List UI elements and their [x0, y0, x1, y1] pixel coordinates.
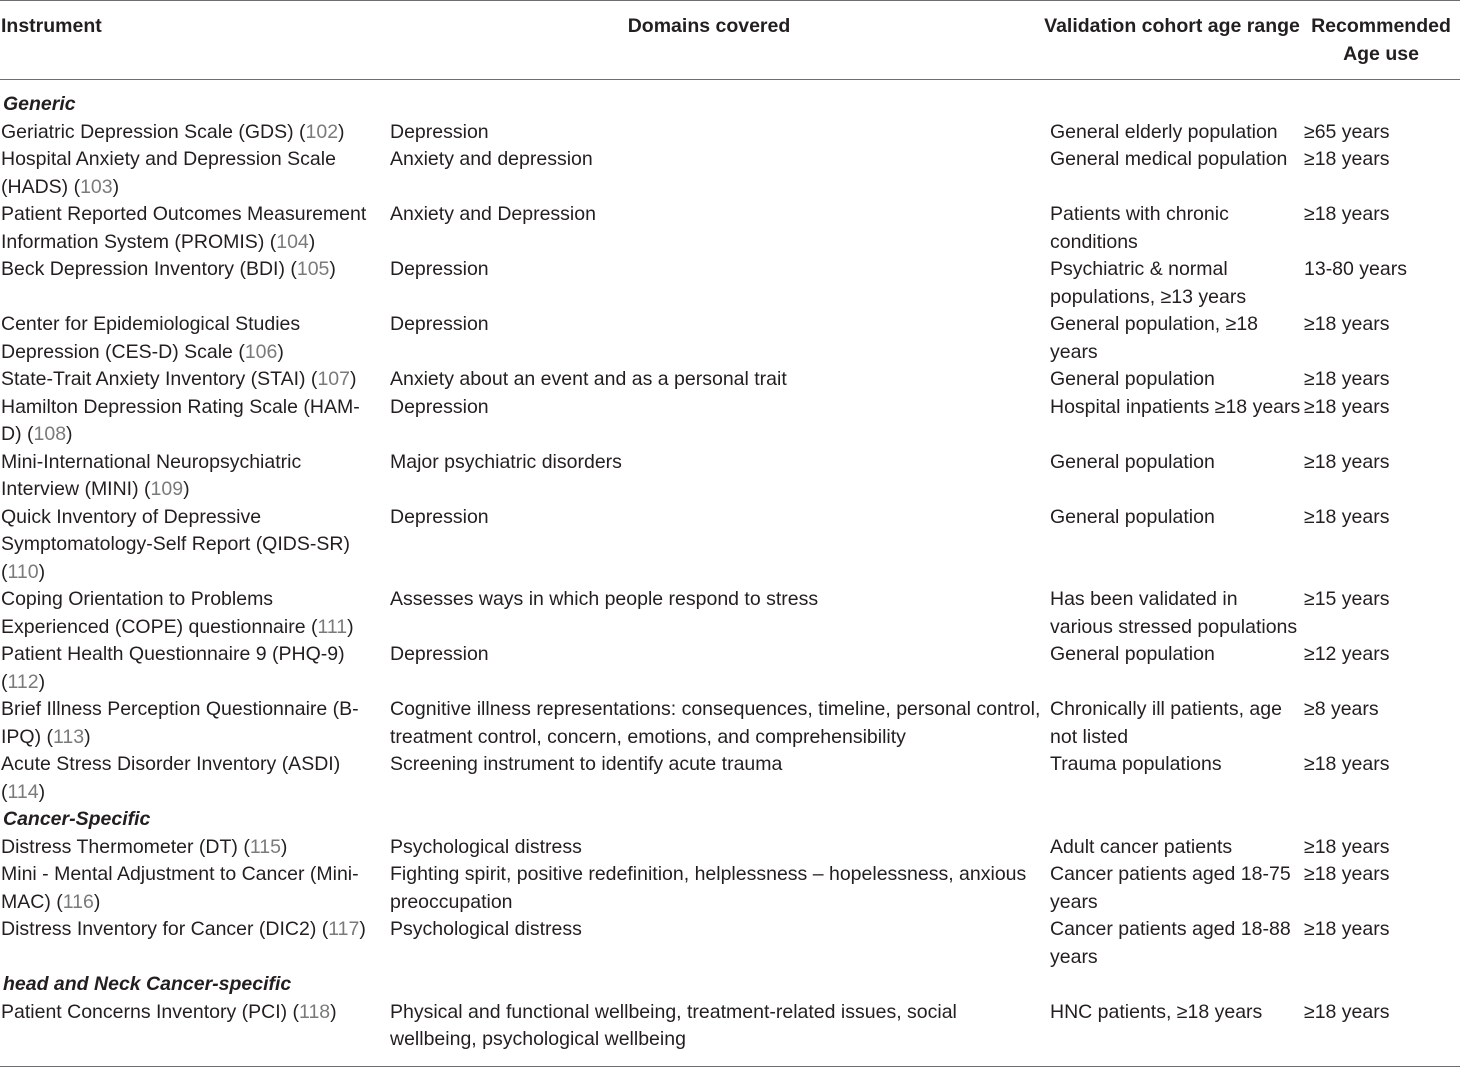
reference-close-paren: )	[93, 890, 101, 913]
instrument-name: Geriatric Depression Scale (GDS) (	[1, 120, 306, 143]
validation-cell: Cancer patients aged 18-75 years	[1050, 863, 1291, 913]
validation-cell: Has been validated in various stressed populations	[1050, 588, 1298, 638]
reference-link[interactable]: 113	[53, 725, 85, 748]
domains-cell: Depression	[390, 643, 489, 665]
recommended-age-cell: ≥18 years	[1304, 1000, 1390, 1023]
domains-cell: Anxiety and depression	[390, 148, 593, 170]
reference-link[interactable]: 117	[328, 918, 360, 940]
instrument-cell	[0, 449, 376, 504]
reference-link[interactable]: 103	[80, 175, 113, 198]
reference-link[interactable]: 116	[62, 890, 94, 913]
instrument-name: Patient Concerns Inventory (PCI) (	[1, 1000, 300, 1023]
domains-cell: Depression	[390, 258, 489, 280]
domains-cell: Fighting spirit, positive redefinition, helplessness – hopelessness, anxious preoccupation	[390, 863, 1027, 913]
validation-cell: General population	[1050, 450, 1215, 473]
domains-cell: Assesses ways in which people respond to stress	[390, 588, 819, 610]
table-row	[0, 146, 1460, 201]
recommended-age-cell: 13-80 years	[1304, 258, 1407, 280]
reference-close-paren: )	[38, 560, 46, 583]
reference-close-paren: )	[84, 725, 91, 748]
table-row	[0, 751, 1460, 806]
validation-cell: General population	[1050, 643, 1215, 665]
reference-close-paren: )	[338, 120, 345, 143]
table-row	[0, 696, 1460, 751]
header-recommended-age: Recommended Age use	[1311, 15, 1451, 65]
header-domains: Domains covered	[627, 15, 791, 37]
recommended-age-cell: ≥18 years	[1304, 395, 1390, 418]
instrument-cell	[0, 999, 376, 1067]
instrument-name: Patient Reported Outcomes Measurement Information System (PROMIS) (	[1, 203, 367, 253]
instrument-name: Brief Illness Perception Questionnaire (B-IPQ) (	[1, 698, 359, 748]
instrument-cell	[0, 696, 376, 751]
recommended-age-cell: ≥18 years	[1304, 368, 1390, 390]
domains-cell: Physical and functional wellbeing, treatment-related issues, social wellbeing, psychological wellbeing	[390, 1000, 957, 1050]
table-row	[0, 999, 1460, 1067]
table-row	[0, 586, 1460, 641]
instrument-name: Acute Stress Disorder Inventory (ASDI) (	[1, 753, 341, 803]
validation-cell: Psychiatric & normal populations, ≥13 years	[1050, 258, 1247, 308]
reference-link[interactable]: 106	[244, 340, 278, 363]
reference-link[interactable]: 110	[7, 560, 39, 583]
recommended-age-cell: ≥18 years	[1304, 753, 1390, 775]
validation-cell: HNC patients, ≥18 years	[1050, 1000, 1263, 1023]
instrument-cell	[0, 504, 376, 587]
domains-cell: Cognitive illness representations: consequences, timeline, personal control, treatment control, concern, emotions, and comprehensibility	[390, 698, 1041, 748]
table-row	[0, 119, 1460, 147]
reference-close-paren: )	[308, 230, 316, 253]
reference-close-paren: )	[277, 340, 284, 363]
header-validation-age-range: Validation cohort age range	[1044, 15, 1300, 37]
reference-close-paren: )	[329, 258, 336, 280]
instrument-name: Mini-International Neuropsychiatric Interview (MINI) (	[1, 450, 302, 500]
reference-close-paren: )	[38, 670, 46, 693]
instrument-name: Hamilton Depression Rating Scale (HAM-D) (	[1, 395, 360, 445]
reference-close-paren: )	[38, 780, 46, 803]
validation-cell: General medical population	[1050, 148, 1288, 170]
table-row	[0, 366, 1460, 394]
reference-link[interactable]: 114	[7, 780, 39, 803]
instrument-cell	[0, 366, 376, 394]
instrument-cell	[0, 834, 376, 862]
table-body	[0, 80, 1460, 1067]
reference-link[interactable]: 111	[317, 615, 348, 638]
table-row	[0, 916, 1460, 971]
validation-cell: General population	[1050, 505, 1215, 528]
instrument-name: Distress Thermometer (DT) (	[1, 835, 250, 858]
reference-close-paren: )	[183, 478, 190, 500]
validation-cell: General elderly population	[1050, 120, 1278, 143]
instrument-name: State-Trait Anxiety Inventory (STAI) (	[1, 368, 318, 390]
domains-cell: Anxiety and Depression	[390, 203, 596, 225]
instrument-cell	[0, 641, 376, 696]
header-instrument: Instrument	[1, 15, 102, 37]
recommended-age-cell: ≥15 years	[1304, 588, 1390, 610]
instrument-name: Mini - Mental Adjustment to Cancer (Mini-MAC) (	[1, 863, 359, 913]
table-row	[0, 311, 1460, 366]
instrument-cell	[0, 586, 376, 641]
validation-cell: General population, ≥18 years	[1050, 313, 1259, 363]
recommended-age-cell: ≥18 years	[1304, 148, 1390, 170]
validation-cell: Patients with chronic conditions	[1050, 203, 1229, 253]
instrument-name: Hospital Anxiety and Depression Scale (HADS) (	[1, 148, 336, 198]
recommended-age-cell: ≥18 years	[1304, 203, 1390, 225]
reference-close-paren: )	[66, 423, 73, 445]
instrument-cell	[0, 119, 376, 147]
domains-cell: Depression	[390, 505, 489, 528]
domains-cell: Psychological distress	[390, 918, 582, 940]
table-row	[0, 256, 1460, 311]
instrument-cell	[0, 394, 376, 449]
reference-link[interactable]: 118	[299, 1000, 331, 1023]
section-title: Generic	[3, 93, 76, 115]
instrument-name: Coping Orientation to Problems Experienced (COPE) questionnaire (	[1, 588, 318, 638]
domains-cell: Major psychiatric disorders	[390, 450, 622, 473]
table-row	[0, 449, 1460, 504]
validation-cell: Hospital inpatients ≥18 years	[1050, 395, 1301, 418]
instrument-name: Quick Inventory of Depressive Symptomatology-Self Report (QIDS-SR) (	[1, 505, 350, 583]
domains-cell: Screening instrument to identify acute trauma	[390, 753, 783, 775]
reference-link[interactable]: 107	[317, 368, 350, 390]
reference-close-paren: )	[359, 918, 366, 940]
reference-link[interactable]: 108	[33, 423, 67, 445]
section-row	[0, 806, 1460, 834]
recommended-age-cell: ≥65 years	[1304, 120, 1390, 143]
reference-link[interactable]: 104	[276, 230, 309, 253]
recommended-age-cell: ≥18 years	[1304, 918, 1390, 940]
validation-cell: Adult cancer patients	[1050, 835, 1233, 858]
instrument-cell	[0, 916, 376, 971]
instrument-name: Beck Depression Inventory (BDI) (	[1, 258, 297, 280]
table-row	[0, 641, 1460, 696]
validation-cell: Cancer patients aged 18-88 years	[1050, 918, 1291, 968]
reference-close-paren: )	[347, 615, 354, 638]
reference-link[interactable]: 109	[150, 478, 184, 500]
reference-close-paren: )	[280, 835, 288, 858]
reference-close-paren: )	[330, 1000, 337, 1023]
section-row	[0, 80, 1460, 119]
instrument-cell	[0, 256, 376, 311]
recommended-age-cell: ≥18 years	[1304, 835, 1390, 858]
validation-cell: General population	[1050, 368, 1215, 390]
table-row	[0, 861, 1460, 916]
domains-cell: Depression	[390, 313, 489, 335]
section-row	[0, 971, 1460, 999]
domains-cell: Depression	[390, 120, 489, 143]
domains-cell: Depression	[390, 395, 489, 418]
reference-link[interactable]: 105	[296, 258, 330, 280]
instrument-name: Distress Inventory for Cancer (DIC2) (	[1, 918, 329, 940]
reference-close-paren: )	[112, 175, 120, 198]
reference-link[interactable]: 112	[7, 670, 39, 693]
instrument-cell	[0, 201, 376, 256]
reference-close-paren: )	[349, 368, 357, 390]
validation-cell: Chronically ill patients, age not listed	[1050, 698, 1282, 748]
recommended-age-cell: ≥18 years	[1304, 863, 1390, 885]
recommended-age-cell: ≥8 years	[1304, 698, 1379, 720]
reference-link[interactable]: 102	[305, 120, 339, 143]
instrument-cell	[0, 751, 376, 806]
instrument-cell	[0, 311, 376, 366]
table-row	[0, 504, 1460, 587]
instrument-cell	[0, 861, 376, 916]
validation-cell: Trauma populations	[1050, 753, 1222, 775]
domains-cell: Psychological distress	[390, 835, 582, 858]
table-header-row	[0, 1, 1460, 80]
recommended-age-cell: ≥18 years	[1304, 313, 1390, 335]
table-row	[0, 201, 1460, 256]
table-row	[0, 394, 1460, 449]
table-row	[0, 834, 1460, 862]
domains-cell: Anxiety about an event and as a personal trait	[390, 368, 787, 390]
reference-link[interactable]: 115	[249, 835, 281, 858]
section-title: Cancer-Specific	[3, 808, 151, 830]
recommended-age-cell: ≥18 years	[1304, 505, 1390, 528]
instrument-cell	[0, 146, 376, 201]
instrument-name: Patient Health Questionnaire 9 (PHQ-9) (	[1, 643, 345, 693]
recommended-age-cell: ≥12 years	[1304, 643, 1390, 665]
recommended-age-cell: ≥18 years	[1304, 450, 1390, 473]
instrument-name: Center for Epidemiological Studies Depression (CES-D) Scale (	[1, 313, 301, 363]
section-title: head and Neck Cancer-specific	[3, 973, 292, 995]
